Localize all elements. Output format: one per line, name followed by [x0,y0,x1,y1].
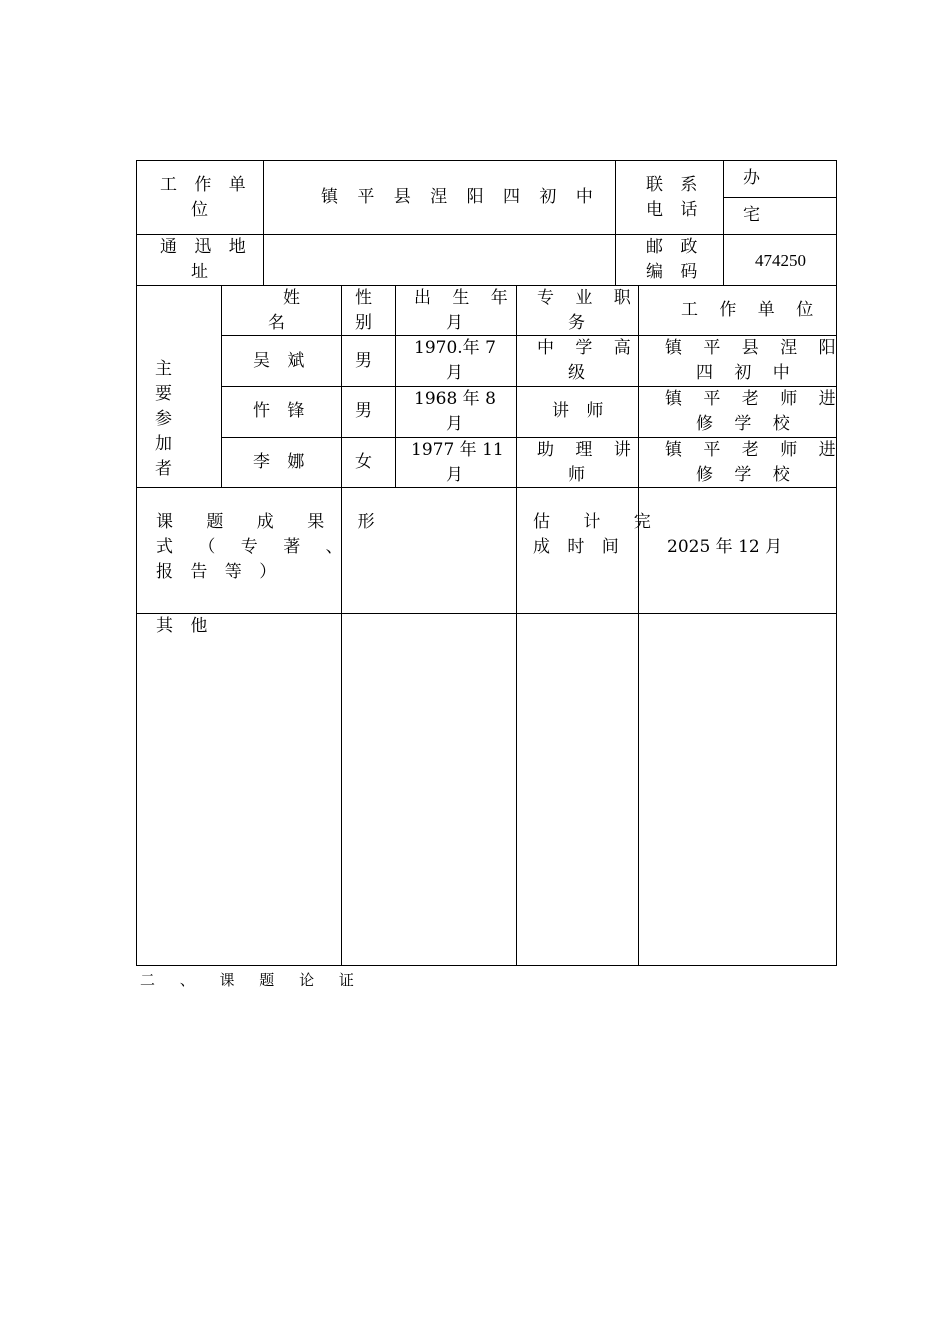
result-form-label-cont: 式 （ 专 著 、 [156,537,353,557]
participant-2-birth-cont: 月 [446,414,469,434]
col-divider [723,160,724,285]
estimated-completion-value: 2025 年 12 月 [667,537,783,557]
participants-label-3: 参 [155,409,178,429]
participant-1-gender: 男 [355,351,378,371]
section-title-topic-demonstration: 二 、 课 题 论 证 [140,971,364,989]
header-name: 姓 [283,288,306,308]
postal-code-label-cont: 编 码 [646,262,704,282]
participants-label-4: 加 [155,434,178,454]
col-divider [516,285,517,966]
participant-3-title: 助 理 讲 [537,440,639,460]
participant-1-name: 吴 斌 [253,351,311,371]
participant-2-unit: 镇 平 老 师 进 [665,389,844,409]
work-unit-value: 镇 平 县 涅 阳 四 初 中 [321,187,600,207]
participant-1-title: 中 学 高 [537,338,639,358]
header-gender-cont: 别 [355,313,378,333]
contact-phone-label: 联 系 [646,175,704,195]
participant-2-birth: 1968 年 8 [414,389,496,409]
result-form-label: 课 题 成 果 形 [156,512,389,532]
participants-label-1: 主 [155,359,178,379]
contact-phone-label-cont: 电 话 [646,200,704,220]
participant-1-birth: 1970.年 7 [414,338,496,358]
home-phone-label: 宅 [743,205,766,225]
participant-1-birth-cont: 月 [446,363,469,383]
table-border-left [136,160,137,966]
participant-1-title-cont: 级 [568,363,591,383]
participants-label-5: 者 [155,459,178,479]
participant-2-gender: 男 [355,401,378,421]
other-label: 其 他 [156,616,214,636]
table-border-top [136,160,837,161]
col-divider [615,160,616,285]
table-border-bottom [136,965,837,966]
col-divider [221,285,222,487]
participant-1-unit: 镇 平 县 涅 阳 [665,338,844,358]
participant-3-birth: 1977 年 11 [411,440,504,460]
participant-3-unit-cont: 修 学 校 [696,465,798,485]
col-divider [263,160,264,285]
participant-1-unit-cont: 四 初 中 [696,363,798,383]
row-divider [136,613,837,614]
address-label: 通 迅 地 [160,237,252,257]
header-birth: 出 生 年 [414,288,516,308]
header-name-cont: 名 [268,313,291,333]
participant-3-name: 李 娜 [253,452,311,472]
phone-divider [723,197,837,198]
col-divider [341,285,342,966]
address-label-cont: 址 [191,262,214,282]
office-phone-label: 办 [743,168,766,188]
header-title: 专 业 职 [537,288,639,308]
table-border-right [836,160,837,966]
participant-2-name: 忤 锋 [253,401,311,421]
result-form-label-cont-2: 报 告 等 ） [156,562,283,582]
header-gender: 性 [355,288,378,308]
work-unit-label: 工 作 单 [160,175,252,195]
header-birth-cont: 月 [446,313,469,333]
participant-3-gender: 女 [355,452,378,472]
header-unit: 工 作 单 位 [681,300,822,320]
participant-2-unit-cont: 修 学 校 [696,414,798,434]
col-divider [395,285,396,487]
estimated-completion-label: 估 计 完 [533,512,665,532]
postal-code-label: 邮 政 [646,237,704,257]
estimated-completion-label-cont: 成 时 间 [533,537,625,557]
participant-3-unit: 镇 平 老 师 进 [665,440,844,460]
col-divider [638,285,639,966]
work-unit-label-cont: 位 [191,200,214,220]
postal-code-value: 474250 [755,251,806,270]
header-title-cont: 务 [568,313,591,333]
participant-3-title-cont: 师 [568,465,591,485]
participants-label-2: 要 [155,384,178,404]
participant-3-birth-cont: 月 [446,465,469,485]
participant-2-title: 讲 师 [552,401,610,421]
